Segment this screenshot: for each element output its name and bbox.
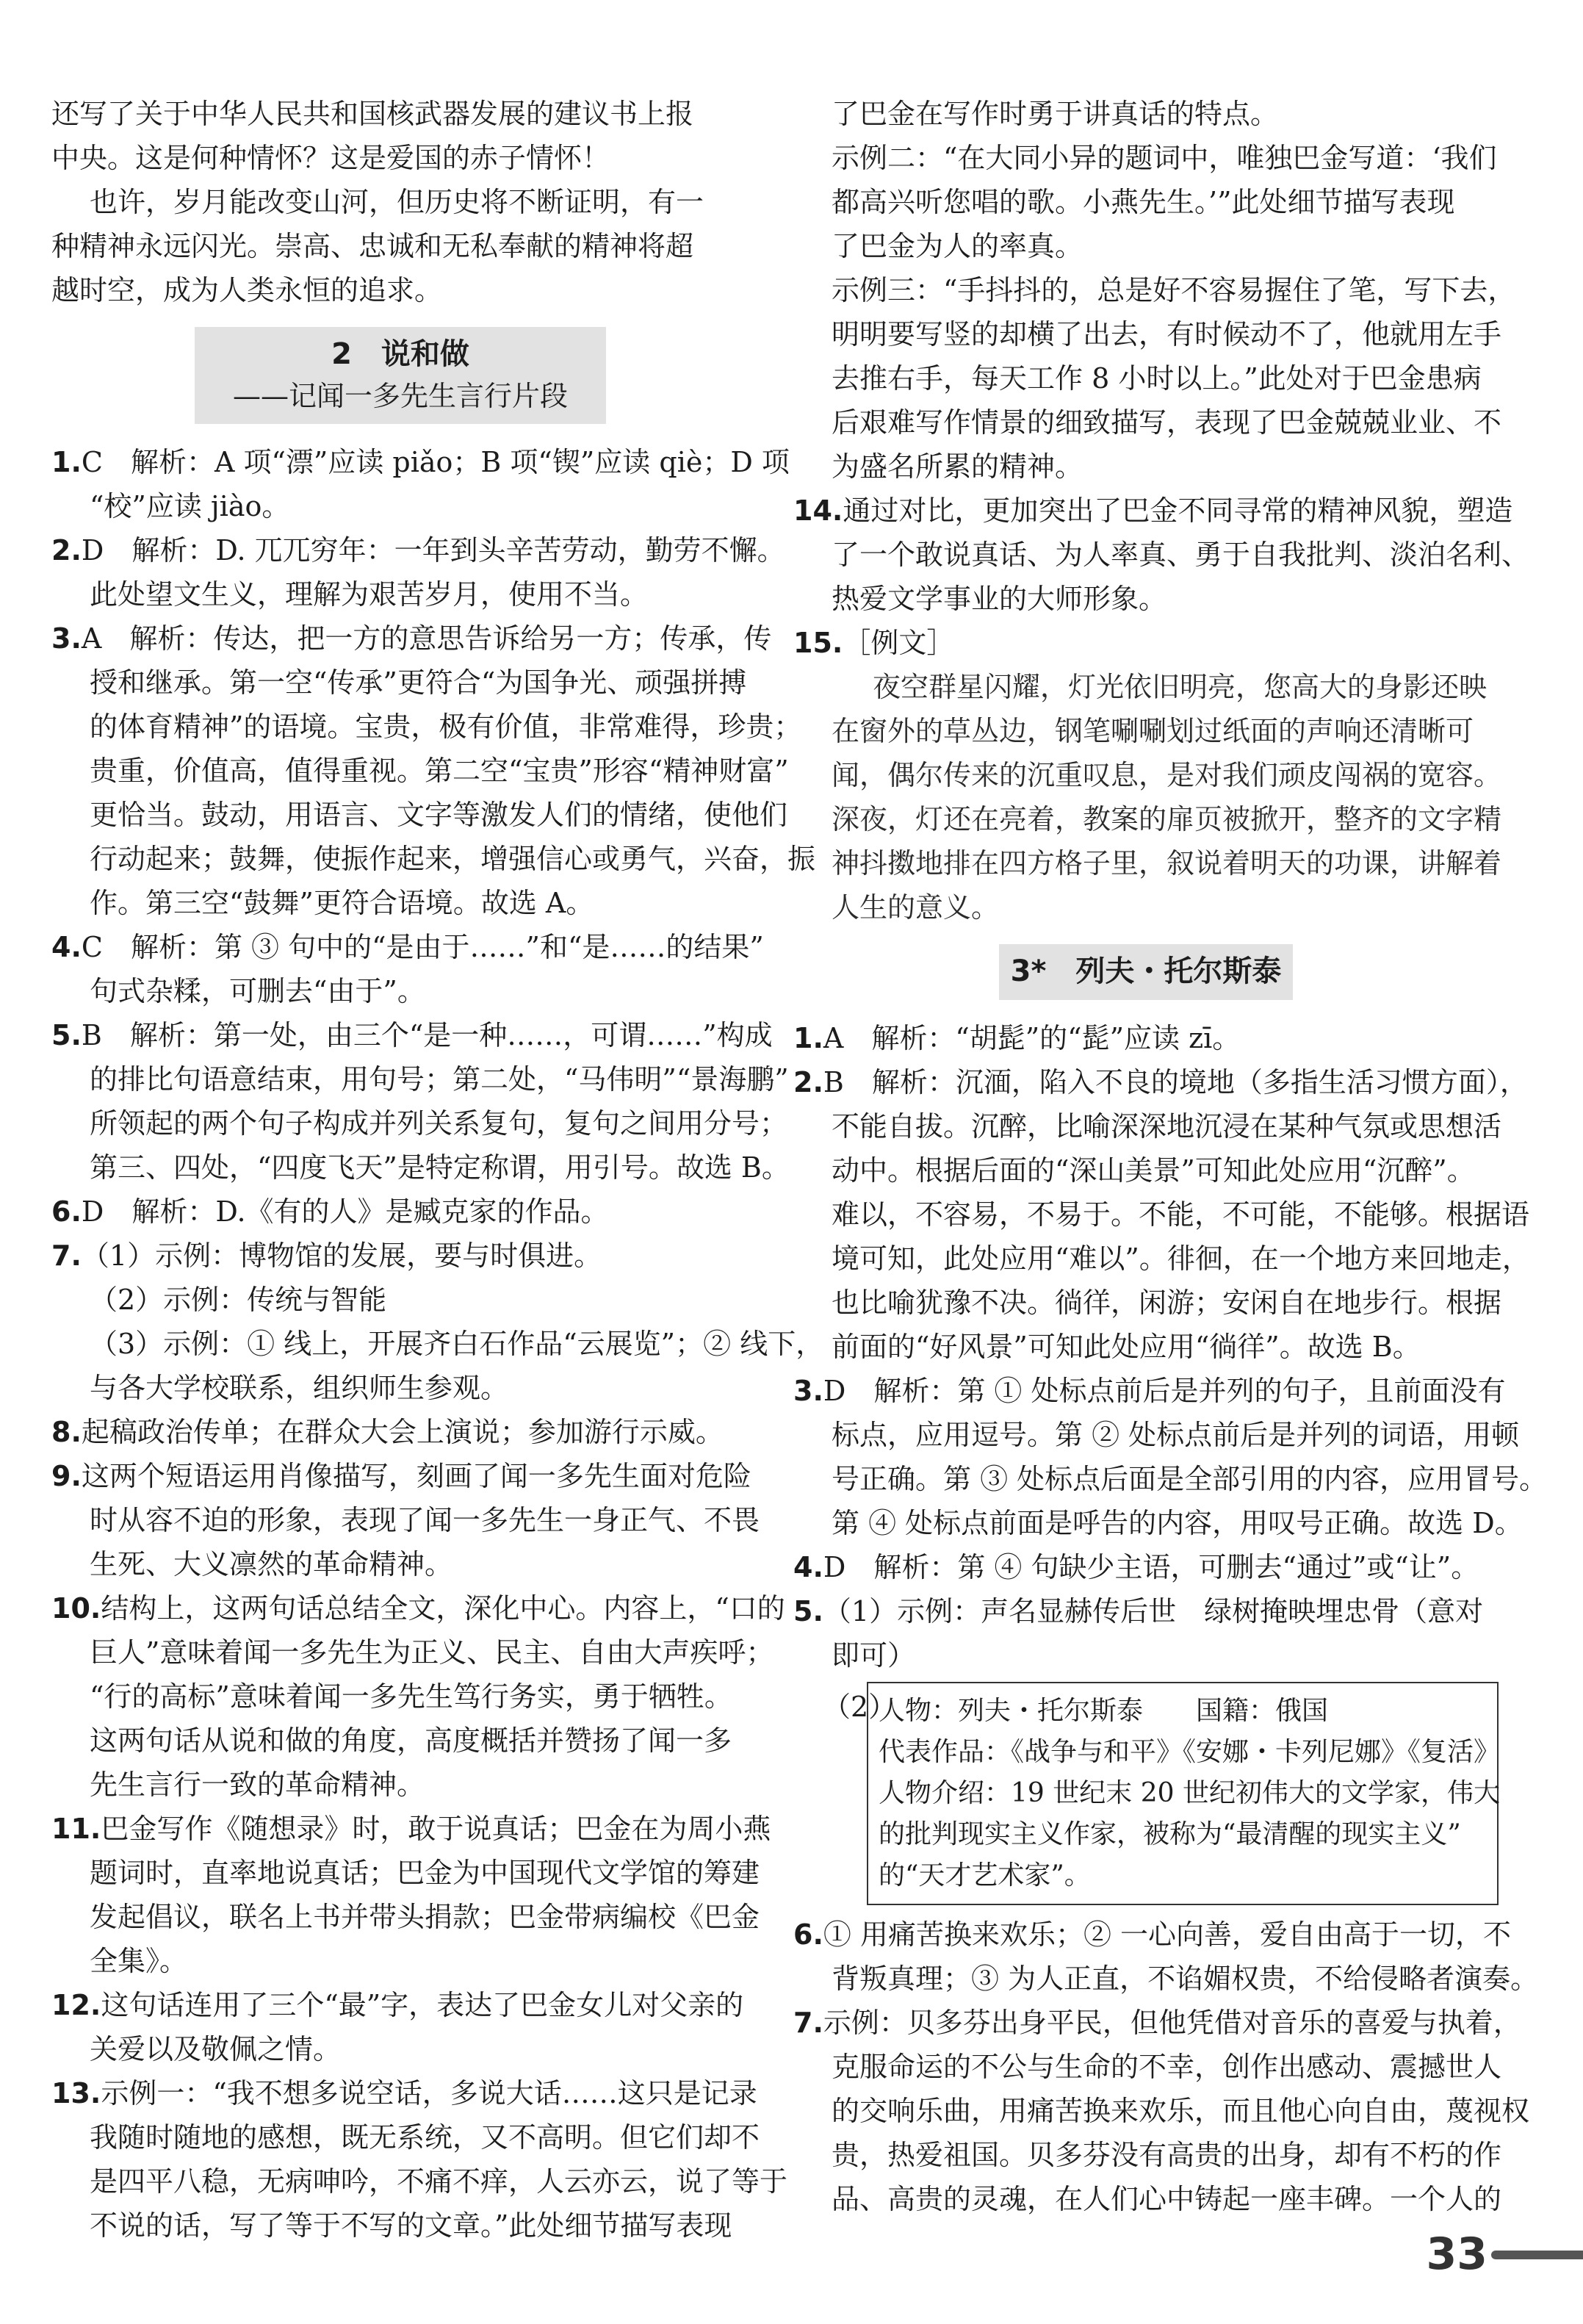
- answer-line: [793, 1545, 1499, 1589]
- answer-text: D 解析：D.《有的人》是臧克家的作品。: [81, 1195, 609, 1228]
- answer-line: 标点，应用逗号。第 ② 处标点前后是并列的词语，用顿: [832, 1419, 1520, 1451]
- answer-line: 了巴金在写作时勇于讲真话的特点。: [832, 98, 1279, 130]
- answer-text: 这两个短语运用肖像描写，刻画了闻一多先生面对危险: [81, 1460, 751, 1492]
- answer-line: 后艰难写作情景的细致描写，表现了巴金兢兢业业、不: [832, 406, 1502, 439]
- answer-number: 5.: [793, 1595, 823, 1627]
- answer-line: 即可）: [832, 1639, 916, 1672]
- answer-line: [793, 621, 1499, 665]
- answer-line: 示例三：“手抖抖的，总是好不容易握住了笔，写下去，: [832, 274, 1516, 306]
- page-number: 33: [1426, 2228, 1488, 2280]
- answer-line: 第 ④ 处标点前面是呼告的内容，用叹号正确。故选 D。: [832, 1507, 1523, 1539]
- answer-line: 行动起来；鼓舞，使振作起来，增强信心或勇气，兴奋，振: [90, 843, 816, 875]
- intro-line: 越时空，成为人类永恒的追求。: [51, 274, 443, 306]
- answer-number: 13.: [51, 2077, 101, 2109]
- info-card-box: [867, 1682, 1499, 1905]
- answer-line: [793, 1016, 1499, 1060]
- answer-text: D 解析：第 ① 处标点前后是并列的句子，且前面没有: [823, 1375, 1506, 1407]
- info-card-label: （2）: [823, 1691, 897, 1723]
- answer-line: [793, 1589, 1499, 1633]
- answer-line: [51, 1013, 773, 1057]
- answer-line: 贵，热爱祖国。贝多芬没有高贵的出身，却有不朽的作: [832, 2139, 1502, 2171]
- answer-number: 8.: [51, 1416, 82, 1448]
- example-text-line: 神抖擞地排在四方格子里，叙说着明天的功课，讲解着: [832, 847, 1502, 879]
- answer-line: （3）示例：① 线上，开展齐白石作品“云展览”；② 线下，: [90, 1328, 824, 1360]
- answer-line: 难以，不容易，不易于。不能，不可能，不能够。根据语: [832, 1198, 1530, 1231]
- answer-line: 为盛名所累的精神。: [832, 450, 1083, 483]
- answer-number: 2.: [793, 1066, 823, 1098]
- answer-line: 发起倡议，联名上书并带头捐款；巴金带病编校《巴金: [90, 1901, 760, 1933]
- info-card-line: 的“天才艺术家”。: [879, 1860, 1091, 1891]
- answer-number: 3.: [793, 1375, 823, 1407]
- example-heading: ［例文］: [843, 627, 955, 659]
- answer-line: [793, 1913, 1512, 1957]
- info-card-line: 人物介绍：19 世纪末 20 世纪初伟大的文学家，伟大: [879, 1778, 1500, 1808]
- answer-text: 起稿政治传单；在群众大会上演说；参加游行示威。: [81, 1416, 724, 1448]
- answer-line: 明明要写竖的却横了出去，有时候动不了，他就用左手: [832, 318, 1502, 350]
- answer-line: [51, 1190, 749, 1234]
- section-title: 3* 列夫・托尔斯泰: [1010, 954, 1282, 988]
- answer-line: 示例二：“在大同小异的题词中，唯独巴金写道：‘我们: [832, 142, 1497, 174]
- answer-line: 生死、大义凛然的革命精神。: [90, 1548, 453, 1580]
- answer-line: 作。第三空“鼓舞”更符合语境。故选 A。: [90, 887, 594, 919]
- answer-text: 结构上，这两句话总结全文，深化中心。内容上，“口的: [101, 1592, 785, 1625]
- section-title-box: [999, 944, 1293, 1000]
- answer-line: 不能自拔。沉醉，比喻深深地沉浸在某种气氛或思想活: [832, 1110, 1502, 1143]
- answer-line: 也比喻犹豫不决。徜徉，闲游；安闲自在地步行。根据: [832, 1287, 1502, 1319]
- answer-line: 这两句话从说和做的角度，高度概括并赞扬了闻一多: [90, 1724, 732, 1757]
- answer-text: A 解析：传达，把一方的意思告诉给另一方；传承，传: [81, 622, 772, 655]
- answer-number: 3.: [51, 622, 82, 655]
- answer-line: 的体育精神”的语境。宝贵，极有价值，非常难得，珍贵；: [90, 710, 802, 743]
- page-number-bar: [1491, 2251, 1583, 2259]
- answer-number: 4.: [793, 1551, 823, 1583]
- answer-line: 热爱文学事业的大师形象。: [832, 583, 1167, 615]
- section-title-box: [195, 327, 606, 424]
- answer-text: 这句话连用了三个“最”字，表达了巴金女儿对父亲的: [101, 1989, 744, 2021]
- intro-line: 种精神永远闪光。崇高、忠诚和无私奉献的精神将超: [51, 230, 694, 262]
- answer-line: 与各大学校联系，组织师生参观。: [90, 1372, 509, 1404]
- answer-text: 示例一：“我不想多说空话，多说大话……这只是记录: [101, 2077, 757, 2109]
- info-card-line: 代表作品：《战争与和平》《安娜・卡列尼娜》《复活》: [879, 1737, 1501, 1767]
- answer-line: 是四平八稳，无病呻吟，不痛不痒，人云亦云，说了等于: [90, 2165, 788, 2198]
- answer-number: 9.: [51, 1460, 82, 1492]
- info-card-line: 人物：列夫・托尔斯泰 国籍：俄国: [879, 1696, 1329, 1726]
- answer-line: 背叛真理；③ 为人正直，不谄媚权贵，不给侵略者演奏。: [832, 1963, 1539, 1995]
- answer-line: 了一个敢说真话、为人率真、勇于自我批判、淡泊名利、: [832, 539, 1530, 571]
- answer-line: 去推右手，每天工作 8 小时以上。”此处对于巴金患病: [832, 362, 1482, 395]
- answer-line: 巨人”意味着闻一多先生为正义、民主、自由大声疾呼；: [90, 1636, 774, 1669]
- answer-number: 2.: [51, 534, 82, 566]
- answer-line: “校”应读 jiào。: [90, 490, 290, 522]
- answer-text: B 解析：第一处，由三个“是一种……，可谓……”构成: [81, 1019, 773, 1051]
- answer-number: 12.: [51, 1989, 101, 2021]
- answer-line: 动中。根据后面的“深山美景”可知此处应用“沉醉”。: [832, 1154, 1475, 1187]
- answer-number: 10.: [51, 1592, 101, 1625]
- answer-line: 品、高贵的灵魂，在人们心中铸起一座丰碑。一个人的: [832, 2183, 1502, 2215]
- answer-line: 贵重，价值高，值得重视。第二空“宝贵”形容“精神财富”: [90, 755, 789, 787]
- example-text-line: 深夜，灯还在亮着，教案的扉页被掀开，整齐的文字精: [832, 803, 1502, 835]
- answer-line: 句式杂糅，可删去“由于”。: [90, 975, 425, 1007]
- answer-line: 先生言行一致的革命精神。: [90, 1769, 425, 1801]
- answer-line: 不说的话，写了等于不写的文章。”此处细节描写表现: [90, 2209, 732, 2242]
- answer-line: [793, 2001, 1521, 2045]
- answer-text: D 解析：D. 兀兀穷年：一年到头辛苦劳动，勤劳不懈。: [81, 534, 785, 566]
- answer-number: 14.: [793, 494, 843, 527]
- answer-line: [51, 2071, 757, 2115]
- answer-line: 关爱以及敬佩之情。: [90, 2033, 342, 2065]
- answer-line: 授和继承。第一空“传承”更符合“为国争光、顽强拼搏: [90, 666, 747, 699]
- answer-line: 时从容不迫的形象，表现了闻一多先生一身正气、不畏: [90, 1504, 760, 1536]
- answer-line: 全集》。: [90, 1945, 188, 1977]
- answer-number: 15.: [793, 627, 843, 659]
- answer-number: 7.: [51, 1240, 82, 1272]
- answer-number: 5.: [51, 1019, 82, 1051]
- answer-number: 4.: [51, 931, 82, 963]
- answer-line: [51, 1410, 749, 1454]
- answer-line: [51, 616, 772, 661]
- intro-line: 也许，岁月能改变山河，但历史将不断证明，有一: [90, 186, 704, 218]
- answer-line: “行的高标”意味着闻一多先生笃行务实，勇于牺牲。: [90, 1680, 732, 1713]
- answer-line: 号正确。第 ③ 处标点后面是全部引用的内容，应用冒号。: [832, 1463, 1548, 1495]
- answer-line: 的排比句语意结束，用句号；第二处，“马伟明”“景海鹏”: [90, 1063, 789, 1096]
- answer-line: [793, 1369, 1506, 1413]
- answer-number: 7.: [793, 2007, 823, 2039]
- answer-text: B 解析：沉湎，陷入不良的境地（多指生活习惯方面），: [823, 1066, 1528, 1098]
- answer-line: 了巴金为人的率真。: [832, 230, 1083, 262]
- answer-text: C 解析：第 ③ 句中的“是由于……”和“是……的结果”: [81, 931, 764, 963]
- answer-text: 巴金写作《随想录》时，敢于说真话；巴金在为周小燕: [101, 1813, 771, 1845]
- answer-line: 更恰当。鼓动，用语言、文字等激发人们的情绪，使他们: [90, 799, 788, 831]
- answer-line: [793, 1060, 1528, 1104]
- answer-line: [51, 1586, 785, 1630]
- example-text-line: 在窗外的草丛边，钢笔唰唰划过纸面的声响还清晰可: [832, 715, 1474, 747]
- answer-line: 境可知，此处应用“难以”。徘徊，在一个地方来回地走，: [832, 1242, 1530, 1275]
- answer-text: （1）示例：博物馆的发展，要与时俱进。: [81, 1240, 602, 1272]
- answer-line: 的交响乐曲，用痛苦换来欢乐，而且他心向自由，蔑视权: [832, 2095, 1530, 2127]
- answer-text: D 解析：第 ④ 句缺少主语，可删去“通过”或“让”。: [823, 1551, 1479, 1583]
- answer-text: 示例：贝多芬出身平民，但他凭借对音乐的喜爱与执着，: [823, 2007, 1521, 2039]
- section-subtitle: ——记闻一多先生言行片段: [232, 380, 568, 412]
- answer-line: [51, 1807, 771, 1851]
- answer-text: C 解析：A 项“漂”应读 piǎo；B 项“锲”应读 qiè；D 项: [81, 446, 790, 478]
- intro-line: 中央。这是何种情怀？这是爱国的赤子情怀！: [51, 142, 610, 174]
- answer-number: 6.: [51, 1195, 82, 1228]
- answer-line: [51, 440, 790, 484]
- answer-line: 此处望文生义，理解为艰苦岁月，使用不当。: [90, 578, 649, 611]
- info-card: [793, 1682, 1499, 1905]
- answer-text: ① 用痛苦换来欢乐；② 一心向善，爱自由高于一切，不: [823, 1918, 1512, 1951]
- answer-line: 前面的“好风景”可知此处应用“徜徉”。故选 B。: [832, 1331, 1421, 1363]
- answer-line: [51, 925, 764, 969]
- right-column: [793, 92, 1548, 2221]
- answer-number: 1.: [51, 446, 82, 478]
- answer-line: [51, 1234, 749, 1278]
- answer-line: [793, 489, 1513, 533]
- answer-text: （1）示例：声名显赫传后世 绿树掩映埋忠骨（意对: [823, 1595, 1484, 1627]
- answer-number: 6.: [793, 1918, 823, 1951]
- answer-number: 1.: [793, 1022, 823, 1054]
- answer-line: [51, 1454, 749, 1498]
- answer-line: （2）示例：传统与智能: [90, 1284, 387, 1316]
- answer-line: 所领起的两个句子构成并列关系复句，复句之间用分号；: [90, 1107, 788, 1140]
- answer-line: 我随时随地的感想，既无系统，又不高明。但它们却不: [90, 2121, 760, 2154]
- example-text-line: 闻，偶尔传来的沉重叹息，是对我们顽皮闯祸的宽容。: [832, 759, 1502, 791]
- example-text-line: 人生的意义。: [832, 891, 1000, 924]
- answer-line: [51, 528, 785, 572]
- answer-line: 题词时，直率地说真话；巴金为中国现代文学馆的筹建: [90, 1857, 760, 1889]
- answer-line: [51, 1983, 749, 2027]
- answer-line: 第三、四处，“四度飞天”是特定称谓，用引号。故选 B。: [90, 1151, 790, 1184]
- answer-text: 通过对比，更加突出了巴金不同寻常的精神风貌，塑造: [843, 494, 1513, 527]
- answer-line: 克服命运的不公与生命的不幸，创作出感动、震撼世人: [832, 2051, 1502, 2083]
- intro-line: 还写了关于中华人民共和国核武器发展的建议书上报: [51, 98, 694, 130]
- info-card-line: 的批判现实主义作家，被称为“最清醒的现实主义”: [879, 1819, 1461, 1849]
- answer-text: A 解析：“胡髭”的“髭”应读 zī。: [823, 1022, 1241, 1054]
- answer-number: 11.: [51, 1813, 101, 1845]
- example-text-line: 夜空群星闪耀，灯光依旧明亮，您高大的身影还映: [873, 671, 1488, 703]
- answer-line: 都高兴听您唱的歌。小燕先生。’”此处细节描写表现: [832, 186, 1455, 218]
- section-title: 2 说和做: [331, 337, 469, 371]
